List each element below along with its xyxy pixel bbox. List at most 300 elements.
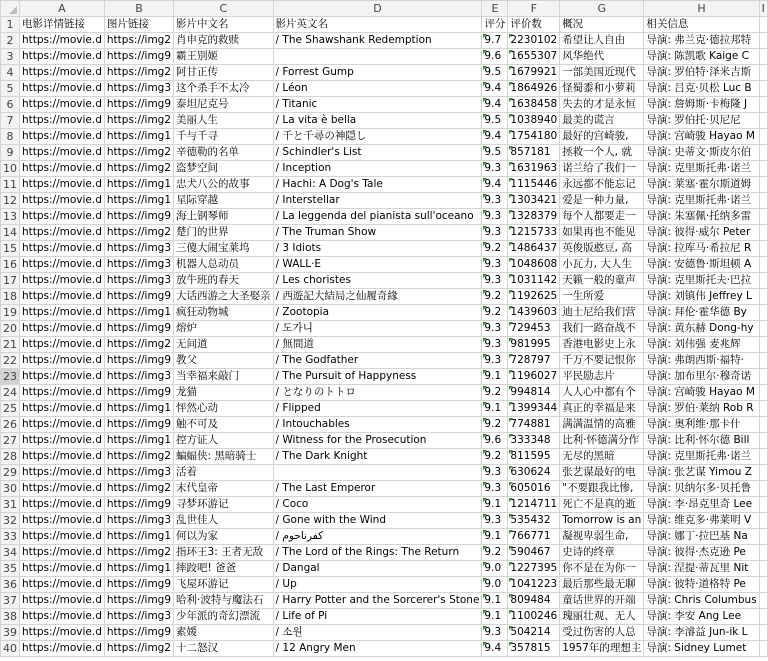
cell-chinese-title[interactable]: 蝙蝠侠: 黑暗骑士 [174, 449, 274, 465]
cell-chinese-title[interactable]: 这个杀手不太冷 [174, 81, 274, 97]
cell-english-title[interactable]: / Life of Pi [273, 609, 482, 625]
cell-review-count[interactable]: 1115446 [508, 177, 560, 193]
cell-info[interactable]: 导演: 比利·怀尔德 Bill [644, 433, 759, 449]
cell-link[interactable]: https://movie.d [20, 449, 105, 465]
row-header[interactable]: 24 [1, 385, 20, 401]
cell-rating[interactable]: 9.4 [482, 641, 508, 657]
row-header[interactable]: 15 [1, 241, 20, 257]
cell-review-count[interactable]: 1439603 [508, 305, 560, 321]
row-header[interactable]: 6 [1, 97, 20, 113]
row-header[interactable]: 34 [1, 545, 20, 561]
cell-rating[interactable]: 9.3 [482, 513, 508, 529]
cell-english-title[interactable]: / The Dark Knight [273, 449, 482, 465]
cell-summary[interactable]: 比利·怀德满分作 [560, 433, 644, 449]
cell-rating[interactable]: 9.3 [482, 481, 508, 497]
cell-summary[interactable]: 拯救一个人, 就 [560, 145, 644, 161]
cell-extra[interactable] [759, 433, 767, 449]
cell-chinese-title[interactable]: 千与千寻 [174, 129, 274, 145]
cell-image-link[interactable]: https://img3 [104, 369, 173, 385]
column-header-b[interactable]: B [104, 1, 173, 17]
cell-chinese-title[interactable]: 乱世佳人 [174, 513, 274, 529]
cell-english-title[interactable]: / The Last Emperor [273, 481, 482, 497]
cell-chinese-title[interactable]: 触不可及 [174, 417, 274, 433]
cell-summary[interactable]: 诺兰给了我们一 [560, 161, 644, 177]
cell-chinese-title[interactable]: 海上钢琴师 [174, 209, 274, 225]
cell-image-link[interactable]: https://img2 [104, 481, 173, 497]
cell-link[interactable]: https://movie.d [20, 273, 105, 289]
cell-summary[interactable]: 天籁一般的童声 [560, 273, 644, 289]
cell-summary[interactable]: 希望让人自由 [560, 33, 644, 49]
cell-extra[interactable] [759, 513, 767, 529]
cell-image-link[interactable]: https://img3 [104, 241, 173, 257]
cell-link[interactable]: https://movie.d [20, 161, 105, 177]
cell-extra[interactable] [759, 561, 767, 577]
cell-image-link[interactable]: https://img2 [104, 145, 173, 161]
cell-chinese-title[interactable]: 美丽人生 [174, 113, 274, 129]
cell-summary[interactable]: 爱是一种力量, [560, 193, 644, 209]
cell-summary[interactable]: 史诗的终章 [560, 545, 644, 561]
cell-info[interactable]: 导演: 刘伟强 麦兆辉 [644, 337, 759, 353]
cell-image-link[interactable]: https://img9 [104, 353, 173, 369]
cell-chinese-title[interactable]: 摔跤吧! 爸爸 [174, 561, 274, 577]
cell-extra[interactable] [759, 81, 767, 97]
column-header-h[interactable]: H [644, 1, 759, 17]
cell-rating[interactable]: 9.4 [482, 129, 508, 145]
cell-summary[interactable]: 最后那些最无聊 [560, 577, 644, 593]
cell-review-count[interactable]: 605016 [508, 481, 560, 497]
cell-image-link[interactable]: https://img1 [104, 561, 173, 577]
cell-review-count[interactable]: 994814 [508, 385, 560, 401]
cell-image-link[interactable]: https://img9 [104, 625, 173, 641]
cell-english-title[interactable]: / Titanic [273, 97, 482, 113]
row-header[interactable]: 19 [1, 305, 20, 321]
cell-extra[interactable] [759, 289, 767, 305]
cell-rating[interactable]: 评分 [482, 17, 508, 33]
cell-info[interactable]: 导演: Chris Columbus [644, 593, 759, 609]
cell-info[interactable]: 导演: 宫崎骏 Hayao M [644, 129, 759, 145]
cell-review-count[interactable]: 630624 [508, 465, 560, 481]
row-header[interactable]: 25 [1, 401, 20, 417]
cell-link[interactable]: https://movie.d [20, 465, 105, 481]
cell-info[interactable]: 导演: 娜丁·拉巴基 Na [644, 529, 759, 545]
row-header[interactable]: 5 [1, 81, 20, 97]
column-header-c[interactable]: C [174, 1, 274, 17]
row-header[interactable]: 32 [1, 513, 20, 529]
cell-extra[interactable] [759, 257, 767, 273]
cell-review-count[interactable]: 1679921 [508, 65, 560, 81]
cell-review-count[interactable]: 1655307 [508, 49, 560, 65]
cell-chinese-title[interactable]: 活着 [174, 465, 274, 481]
cell-chinese-title[interactable]: 影片中文名 [174, 17, 274, 33]
cell-english-title[interactable]: / 無間道 [273, 337, 482, 353]
cell-english-title[interactable]: / WALL·E [273, 257, 482, 273]
cell-extra[interactable] [759, 177, 767, 193]
cell-extra[interactable] [759, 225, 767, 241]
cell-extra[interactable] [759, 529, 767, 545]
cell-link[interactable]: https://movie.d [20, 81, 105, 97]
cell-summary[interactable]: 一部美国近现代 [560, 65, 644, 81]
cell-extra[interactable] [759, 449, 767, 465]
cell-info[interactable]: 导演: 吕克·贝松 Luc B [644, 81, 759, 97]
cell-info[interactable]: 导演: 李·昂克里奇 Lee [644, 497, 759, 513]
cell-review-count[interactable]: 981995 [508, 337, 560, 353]
cell-image-link[interactable]: https://img9 [104, 497, 173, 513]
cell-info[interactable]: 导演: 加布里尔·穆奇诺 [644, 369, 759, 385]
cell-rating[interactable]: 9.6 [482, 433, 508, 449]
cell-extra[interactable] [759, 641, 767, 657]
cell-image-link[interactable]: https://img2 [104, 337, 173, 353]
cell-link[interactable]: https://movie.d [20, 289, 105, 305]
cell-extra[interactable] [759, 49, 767, 65]
column-header-d[interactable]: D [273, 1, 482, 17]
cell-image-link[interactable]: 图片链接 [104, 17, 173, 33]
cell-image-link[interactable]: https://img9 [104, 577, 173, 593]
cell-link[interactable]: https://movie.d [20, 641, 105, 657]
cell-chinese-title[interactable]: 忠犬八公的故事 [174, 177, 274, 193]
cell-info[interactable]: 导演: 贝纳尔多·贝托鲁 [644, 481, 759, 497]
cell-review-count[interactable]: 1328379 [508, 209, 560, 225]
cell-review-count[interactable]: 1048608 [508, 257, 560, 273]
cell-rating[interactable]: 9.3 [482, 353, 508, 369]
cell-summary[interactable]: 失去的才是永恒 [560, 97, 644, 113]
row-header[interactable]: 11 [1, 177, 20, 193]
cell-info[interactable]: 导演: 奥利维·那卡什 [644, 417, 759, 433]
cell-english-title[interactable]: / The Lord of the Rings: The Return [273, 545, 482, 561]
cell-rating[interactable]: 9.5 [482, 113, 508, 129]
cell-english-title[interactable]: / The Truman Show [273, 225, 482, 241]
cell-chinese-title[interactable]: 阿甘正传 [174, 65, 274, 81]
cell-image-link[interactable]: https://img9 [104, 97, 173, 113]
cell-rating[interactable]: 9.3 [482, 209, 508, 225]
cell-english-title[interactable]: / The Godfather [273, 353, 482, 369]
cell-chinese-title[interactable]: 当幸福来敲门 [174, 369, 274, 385]
cell-image-link[interactable]: https://img3 [104, 81, 173, 97]
cell-image-link[interactable]: https://img3 [104, 273, 173, 289]
cell-link[interactable]: https://movie.d [20, 545, 105, 561]
cell-summary[interactable]: "不要跟我比惨, [560, 481, 644, 497]
cell-english-title[interactable] [273, 465, 482, 481]
cell-info[interactable]: 导演: 弗兰克·德拉邦特 [644, 33, 759, 49]
cell-extra[interactable] [759, 97, 767, 113]
cell-chinese-title[interactable]: 飞屋环游记 [174, 577, 274, 593]
row-header[interactable]: 2 [1, 33, 20, 49]
cell-image-link[interactable]: https://img9 [104, 593, 173, 609]
cell-chinese-title[interactable]: 素媛 [174, 625, 274, 641]
cell-chinese-title[interactable]: 大话西游之大圣娶亲 [174, 289, 274, 305]
cell-rating[interactable]: 9.0 [482, 577, 508, 593]
cell-rating[interactable]: 9.1 [482, 609, 508, 625]
cell-info[interactable]: 导演: 拉库马·希拉尼 R [644, 241, 759, 257]
cell-summary[interactable]: 张艺谋最好的电 [560, 465, 644, 481]
cell-chinese-title[interactable]: 盗梦空间 [174, 161, 274, 177]
cell-review-count[interactable]: 1196027 [508, 369, 560, 385]
cell-review-count[interactable]: 1303421 [508, 193, 560, 209]
cell-info[interactable]: 导演: 弗朗西斯·福特· [644, 353, 759, 369]
cell-summary[interactable]: 香港电影史上永 [560, 337, 644, 353]
cell-link[interactable]: https://movie.d [20, 625, 105, 641]
cell-link[interactable]: https://movie.d [20, 145, 105, 161]
cell-review-count[interactable]: 774881 [508, 417, 560, 433]
cell-info[interactable]: 导演: 詹姆斯·卡梅隆 J [644, 97, 759, 113]
cell-info[interactable]: 导演: 张艺谋 Yimou Z [644, 465, 759, 481]
cell-rating[interactable]: 9.2 [482, 449, 508, 465]
cell-review-count[interactable]: 504214 [508, 625, 560, 641]
cell-review-count[interactable]: 1754180 [508, 129, 560, 145]
cell-summary[interactable]: Tomorrow is an [560, 513, 644, 529]
cell-link[interactable]: 电影详情链接 [20, 17, 105, 33]
cell-english-title[interactable]: / La vita è bella [273, 113, 482, 129]
row-header[interactable]: 30 [1, 481, 20, 497]
cell-english-title[interactable]: / 도가니 [273, 321, 482, 337]
cell-link[interactable]: https://movie.d [20, 113, 105, 129]
cell-chinese-title[interactable]: 辛德勒的名单 [174, 145, 274, 161]
cell-review-count[interactable]: 1227395 [508, 561, 560, 577]
cell-chinese-title[interactable]: 少年派的奇幻漂流 [174, 609, 274, 625]
cell-summary[interactable]: 童话世界的开端 [560, 593, 644, 609]
cell-link[interactable]: https://movie.d [20, 529, 105, 545]
cell-english-title[interactable]: / Flipped [273, 401, 482, 417]
cell-extra[interactable] [759, 273, 767, 289]
row-header[interactable]: 23 [1, 369, 20, 385]
column-header-i[interactable]: I [759, 1, 767, 17]
cell-rating[interactable]: 9.1 [482, 593, 508, 609]
cell-english-title[interactable]: / となりのトトロ [273, 385, 482, 401]
cell-review-count[interactable]: 729453 [508, 321, 560, 337]
column-header-f[interactable]: F [508, 1, 560, 17]
cell-link[interactable]: https://movie.d [20, 241, 105, 257]
cell-link[interactable]: https://movie.d [20, 337, 105, 353]
cell-review-count[interactable]: 评价数 [508, 17, 560, 33]
cell-info[interactable]: 导演: 史蒂文·斯皮尔伯 [644, 145, 759, 161]
cell-review-count[interactable]: 333348 [508, 433, 560, 449]
cell-rating[interactable]: 9.7 [482, 33, 508, 49]
cell-extra[interactable] [759, 625, 767, 641]
cell-english-title[interactable]: / Witness for the Prosecution [273, 433, 482, 449]
cell-image-link[interactable]: https://img9 [104, 289, 173, 305]
cell-rating[interactable]: 9.3 [482, 161, 508, 177]
cell-extra[interactable] [759, 369, 767, 385]
row-header[interactable]: 16 [1, 257, 20, 273]
cell-english-title[interactable]: / Up [273, 577, 482, 593]
cell-image-link[interactable]: https://img2 [104, 113, 173, 129]
cell-rating[interactable]: 9.4 [482, 177, 508, 193]
cell-chinese-title[interactable]: 龙猫 [174, 385, 274, 401]
cell-link[interactable]: https://movie.d [20, 49, 105, 65]
cell-english-title[interactable]: / 소원 [273, 625, 482, 641]
cell-extra[interactable] [759, 321, 767, 337]
cell-link[interactable]: https://movie.d [20, 561, 105, 577]
column-header-e[interactable]: E [482, 1, 508, 17]
cell-extra[interactable] [759, 241, 767, 257]
cell-chinese-title[interactable]: 机器人总动员 [174, 257, 274, 273]
cell-rating[interactable]: 9.1 [482, 369, 508, 385]
cell-summary[interactable]: 满满温情的高雅 [560, 417, 644, 433]
cell-extra[interactable] [759, 609, 767, 625]
cell-link[interactable]: https://movie.d [20, 177, 105, 193]
cell-link[interactable]: https://movie.d [20, 577, 105, 593]
cell-link[interactable]: https://movie.d [20, 385, 105, 401]
cell-review-count[interactable]: 1214711 [508, 497, 560, 513]
cell-summary[interactable]: 人人心中都有个 [560, 385, 644, 401]
cell-english-title[interactable]: / 西遊記大結局之仙履奇緣 [273, 289, 482, 305]
cell-rating[interactable]: 9.0 [482, 561, 508, 577]
cell-image-link[interactable]: https://img9 [104, 417, 173, 433]
cell-extra[interactable] [759, 113, 767, 129]
cell-rating[interactable]: 9.2 [482, 417, 508, 433]
cell-english-title[interactable]: / Intouchables [273, 417, 482, 433]
select-all-corner[interactable] [1, 1, 20, 17]
cell-review-count[interactable]: 1864926 [508, 81, 560, 97]
cell-image-link[interactable]: https://img9 [104, 385, 173, 401]
cell-link[interactable]: https://movie.d [20, 193, 105, 209]
cell-link[interactable]: https://movie.d [20, 305, 105, 321]
cell-info[interactable]: 导演: 拜伦·霍华德 By [644, 305, 759, 321]
cell-extra[interactable] [759, 33, 767, 49]
row-header[interactable]: 12 [1, 193, 20, 209]
cell-english-title[interactable]: / Harry Potter and the Sorcerer's Stone [273, 593, 482, 609]
cell-summary[interactable]: 每个人都要走一 [560, 209, 644, 225]
cell-review-count[interactable]: 1100246 [508, 609, 560, 625]
cell-chinese-title[interactable]: 楚门的世界 [174, 225, 274, 241]
row-header[interactable]: 20 [1, 321, 20, 337]
cell-image-link[interactable]: https://img2 [104, 65, 173, 81]
cell-review-count[interactable]: 1038940 [508, 113, 560, 129]
row-header[interactable]: 38 [1, 609, 20, 625]
row-header[interactable]: 7 [1, 113, 20, 129]
cell-chinese-title[interactable]: 三傻大闹宝莱坞 [174, 241, 274, 257]
cell-chinese-title[interactable]: 控方证人 [174, 433, 274, 449]
cell-info[interactable]: 导演: 罗伯托·贝尼尼 [644, 113, 759, 129]
cell-chinese-title[interactable]: 泰坦尼克号 [174, 97, 274, 113]
cell-extra[interactable] [759, 193, 767, 209]
cell-english-title[interactable]: / Hachi: A Dog's Tale [273, 177, 482, 193]
cell-summary[interactable]: 最美的谎言 [560, 113, 644, 129]
cell-image-link[interactable]: https://img1 [104, 193, 173, 209]
cell-link[interactable]: https://movie.d [20, 257, 105, 273]
row-header[interactable]: 8 [1, 129, 20, 145]
cell-info[interactable]: 导演: 莱塞·霍尔斯道姆 [644, 177, 759, 193]
cell-extra[interactable] [759, 465, 767, 481]
cell-image-link[interactable]: https://img2 [104, 641, 173, 657]
row-header[interactable]: 28 [1, 449, 20, 465]
cell-extra[interactable] [759, 497, 767, 513]
cell-extra[interactable] [759, 417, 767, 433]
cell-review-count[interactable]: 1486437 [508, 241, 560, 257]
cell-info[interactable]: 导演: 彼特·道格特 Pe [644, 577, 759, 593]
cell-image-link[interactable]: https://img2 [104, 545, 173, 561]
cell-review-count[interactable]: 535432 [508, 513, 560, 529]
cell-link[interactable]: https://movie.d [20, 353, 105, 369]
cell-english-title[interactable]: / Les choristes [273, 273, 482, 289]
cell-info[interactable]: 导演: 罗伯·莱纳 Rob R [644, 401, 759, 417]
row-header[interactable]: 1 [1, 17, 20, 33]
cell-review-count[interactable]: 1631963 [508, 161, 560, 177]
cell-review-count[interactable]: 1031142 [508, 273, 560, 289]
cell-info[interactable]: 导演: 李安 Ang Lee [644, 609, 759, 625]
cell-link[interactable]: https://movie.d [20, 129, 105, 145]
cell-link[interactable]: https://movie.d [20, 513, 105, 529]
cell-chinese-title[interactable]: 怦然心动 [174, 401, 274, 417]
cell-info[interactable]: 导演: 彼得·威尔 Peter [644, 225, 759, 241]
row-header[interactable]: 39 [1, 625, 20, 641]
cell-rating[interactable]: 9.1 [482, 401, 508, 417]
cell-summary[interactable]: 1957年的理想主 [560, 641, 644, 657]
cell-extra[interactable] [759, 385, 767, 401]
cell-summary[interactable]: 瑰丽壮观、无人 [560, 609, 644, 625]
cell-rating[interactable]: 9.4 [482, 81, 508, 97]
cell-link[interactable]: https://movie.d [20, 417, 105, 433]
cell-chinese-title[interactable]: 末代皇帝 [174, 481, 274, 497]
cell-rating[interactable]: 9.3 [482, 273, 508, 289]
cell-extra[interactable] [759, 593, 767, 609]
cell-summary[interactable]: 受过伤害的人总 [560, 625, 644, 641]
cell-review-count[interactable]: 857181 [508, 145, 560, 161]
cell-summary[interactable]: 英俊版憨豆, 高 [560, 241, 644, 257]
cell-summary[interactable]: 死亡不是真的逝 [560, 497, 644, 513]
cell-review-count[interactable]: 1192625 [508, 289, 560, 305]
row-header[interactable]: 22 [1, 353, 20, 369]
cell-review-count[interactable]: 2230102 [508, 33, 560, 49]
cell-english-title[interactable]: / The Pursuit of Happyness [273, 369, 482, 385]
cell-rating[interactable]: 9.1 [482, 497, 508, 513]
row-header[interactable]: 35 [1, 561, 20, 577]
cell-chinese-title[interactable]: 星际穿越 [174, 193, 274, 209]
cell-rating[interactable]: 9.2 [482, 545, 508, 561]
cell-summary[interactable]: 最好的宫崎骏, [560, 129, 644, 145]
row-header[interactable]: 18 [1, 289, 20, 305]
cell-extra[interactable] [759, 145, 767, 161]
cell-info[interactable]: 导演: 朱塞佩·托纳多雷 [644, 209, 759, 225]
cell-rating[interactable]: 9.2 [482, 385, 508, 401]
cell-info[interactable]: 导演: 罗伯特·泽米吉斯 [644, 65, 759, 81]
cell-image-link[interactable]: https://img1 [104, 401, 173, 417]
cell-rating[interactable]: 9.5 [482, 65, 508, 81]
cell-rating[interactable]: 9.6 [482, 49, 508, 65]
cell-image-link[interactable]: https://img2 [104, 225, 173, 241]
cell-chinese-title[interactable]: 指环王3: 王者无敌 [174, 545, 274, 561]
cell-image-link[interactable]: https://img3 [104, 609, 173, 625]
cell-info[interactable]: 导演: 涅提·蒂瓦里 Nit [644, 561, 759, 577]
cell-summary[interactable]: 如果再也不能见 [560, 225, 644, 241]
cell-chinese-title[interactable]: 肖申克的救赎 [174, 33, 274, 49]
cell-info[interactable]: 导演: Sidney Lumet [644, 641, 759, 657]
cell-english-title[interactable]: / Coco [273, 497, 482, 513]
cell-info[interactable]: 导演: 陈凯歌 Kaige C [644, 49, 759, 65]
cell-english-title[interactable]: / Léon [273, 81, 482, 97]
cell-summary[interactable]: 一生所爱 [560, 289, 644, 305]
cell-chinese-title[interactable]: 无间道 [174, 337, 274, 353]
cell-link[interactable]: https://movie.d [20, 433, 105, 449]
cell-image-link[interactable]: https://img1 [104, 129, 173, 145]
cell-rating[interactable]: 9.3 [482, 257, 508, 273]
cell-extra[interactable] [759, 65, 767, 81]
row-header[interactable]: 9 [1, 145, 20, 161]
row-header[interactable]: 17 [1, 273, 20, 289]
cell-extra[interactable] [759, 17, 767, 33]
cell-chinese-title[interactable]: 熔炉 [174, 321, 274, 337]
row-header[interactable]: 40 [1, 641, 20, 657]
row-header[interactable]: 21 [1, 337, 20, 353]
cell-link[interactable]: https://movie.d [20, 369, 105, 385]
cell-chinese-title[interactable]: 寻梦环游记 [174, 497, 274, 513]
cell-image-link[interactable]: https://img9 [104, 209, 173, 225]
cell-image-link[interactable]: https://img3 [104, 257, 173, 273]
cell-rating[interactable]: 9.2 [482, 305, 508, 321]
cell-link[interactable]: https://movie.d [20, 321, 105, 337]
cell-image-link[interactable]: https://img1 [104, 529, 173, 545]
column-header-a[interactable]: A [20, 1, 105, 17]
cell-chinese-title[interactable]: 霸王别姬 [174, 49, 274, 65]
